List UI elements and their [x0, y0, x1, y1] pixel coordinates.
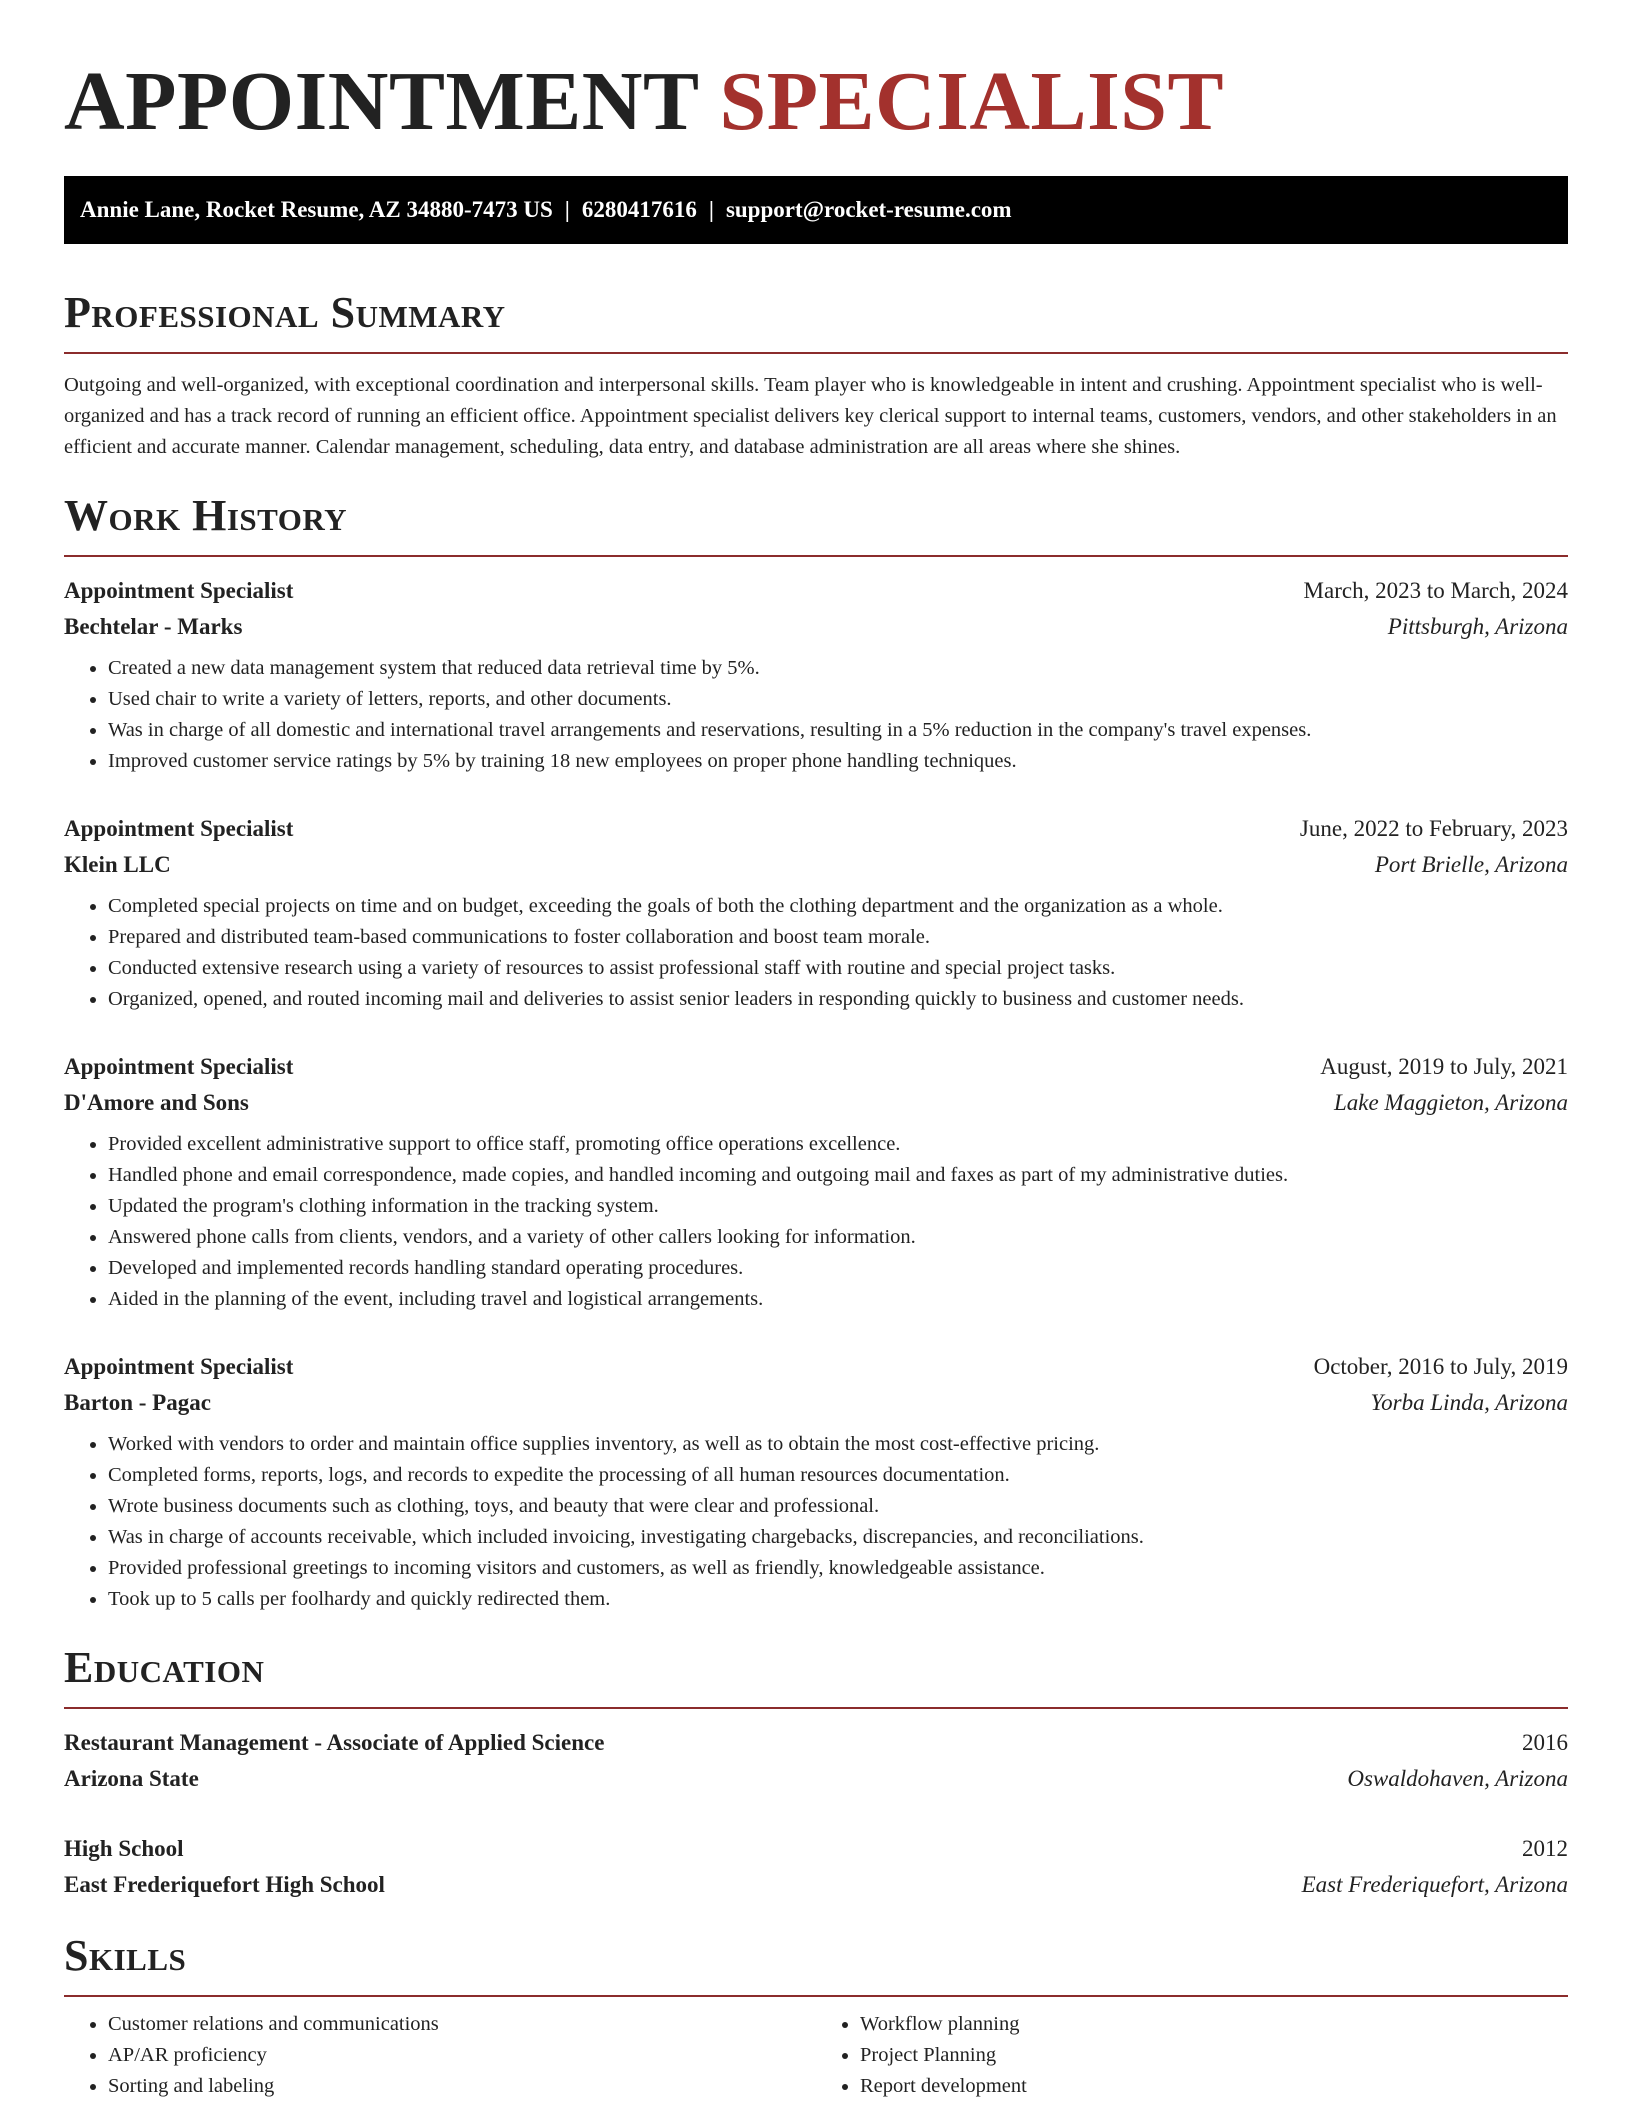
job-title: Appointment Specialist — [64, 578, 294, 603]
contact-bar — [64, 176, 1568, 244]
job-bullet: • Aided in the planning of the event, including travel and logistical arrangements. — [108, 1284, 1568, 1315]
title-part-1: APPOINTMENT — [64, 55, 698, 148]
job-location: Lake Maggieton, Arizona — [1333, 1090, 1568, 1115]
job-bullet: • Developed and implemented records handling standard operating procedures. — [108, 1253, 1568, 1284]
resume-title — [64, 0, 1568, 152]
contact-separator: | — [708, 197, 714, 222]
job-bullets — [64, 1429, 1568, 1615]
education-location: East Frederiquefort, Arizona — [1301, 1872, 1568, 1897]
work-history-heading: Work History — [64, 491, 1568, 557]
job-bullet: • Used chair to write a variety of letters, reports, and other documents. — [108, 684, 1568, 715]
job-bullet: • Provided excellent administrative support to office staff, promoting office operations excellence. — [108, 1129, 1568, 1160]
education-section — [64, 1643, 1568, 1903]
job-title: Appointment Specialist — [64, 1054, 294, 1079]
skill-item: • Workflow planning — [860, 2009, 1568, 2040]
job-entry — [64, 1049, 1568, 1315]
education-degree-row — [64, 1831, 1568, 1867]
job-dates: March, 2023 to March, 2024 — [1303, 578, 1568, 603]
education-school-row — [64, 1867, 1568, 1903]
job-title-row — [64, 811, 1568, 847]
job-bullet: • Created a new data management system that reduced data retrieval time by 5%. — [108, 653, 1568, 684]
job-bullet: • Was in charge of accounts receivable, which included invoicing, investigating chargebacks, discrepancies, and reconciliations. — [108, 1522, 1568, 1553]
education-year: 2012 — [1522, 1836, 1568, 1861]
job-entry — [64, 1349, 1568, 1615]
job-bullet: • Completed forms, reports, logs, and records to expedite the processing of all human resources documentation. — [108, 1460, 1568, 1491]
work-history-section — [64, 491, 1568, 1615]
job-bullet: • Handled phone and email correspondence, made copies, and handled incoming and outgoing mail and faxes as part of my administrative duties. — [108, 1160, 1568, 1191]
summary-heading: Professional Summary — [64, 288, 1568, 354]
contact-email[interactable]: support@rocket-resume.com — [725, 197, 1012, 222]
job-company: Klein LLC — [64, 852, 171, 877]
job-bullet: • Completed special projects on time and on budget, exceeding the goals of both the clothing department and the organization as a whole. — [108, 891, 1568, 922]
job-title: Appointment Specialist — [64, 816, 294, 841]
education-entry — [64, 1831, 1568, 1903]
job-company-row — [64, 1385, 1568, 1421]
job-title-row — [64, 1049, 1568, 1085]
education-school-row — [64, 1761, 1568, 1797]
job-location: Port Brielle, Arizona — [1374, 852, 1568, 877]
contact-separator: | — [564, 197, 570, 222]
skills-list-left — [64, 2009, 816, 2102]
skills-section — [64, 1931, 1568, 2102]
education-entry — [64, 1725, 1568, 1797]
skills-list-right — [816, 2009, 1568, 2102]
job-dates: June, 2022 to February, 2023 — [1299, 816, 1568, 841]
contact-phone: 6280417616 — [581, 197, 697, 222]
education-degree-row — [64, 1725, 1568, 1761]
summary-section — [64, 288, 1568, 463]
education-degree: Restaurant Management - Associate of Applied Science — [64, 1730, 605, 1755]
job-bullets — [64, 1129, 1568, 1315]
education-degree: High School — [64, 1836, 184, 1861]
job-dates: October, 2016 to July, 2019 — [1313, 1354, 1568, 1379]
education-location: Oswaldohaven, Arizona — [1347, 1766, 1568, 1791]
job-bullets — [64, 891, 1568, 1015]
skill-item: • Project Planning — [860, 2040, 1568, 2071]
job-bullet: • Prepared and distributed team-based communications to foster collaboration and boost team morale. — [108, 922, 1568, 953]
job-title-row — [64, 1349, 1568, 1385]
job-bullet: • Provided professional greetings to incoming visitors and customers, as well as friendly, knowledgeable assistance. — [108, 1553, 1568, 1584]
job-bullet: • Organized, opened, and routed incoming mail and deliveries to assist senior leaders in responding quickly to business and customer needs. — [108, 984, 1568, 1015]
job-entry — [64, 811, 1568, 1015]
skills-heading: Skills — [64, 1931, 1568, 1997]
job-entry — [64, 573, 1568, 777]
job-company-row — [64, 609, 1568, 645]
job-title-row — [64, 573, 1568, 609]
summary-text: Outgoing and well-organized, with exceptional coordination and interpersonal skills. Team player who is knowledgeable in intent and crushing. Appointment specialist who is well-organized and has a track record of running an efficient office. Appointment specialist delivers key clerical support to internal teams, customers, vendors, and other stakeholders in an efficient and accurate manner. Calendar management, scheduling, data entry, and database administration are all areas where she shines. — [64, 374, 1557, 458]
job-bullet: • Took up to 5 calls per foolhardy and quickly redirected them. — [108, 1584, 1568, 1615]
skill-item: • AP/AR proficiency — [108, 2040, 816, 2071]
job-location: Pittsburgh, Arizona — [1387, 614, 1568, 639]
job-location: Yorba Linda, Arizona — [1370, 1390, 1568, 1415]
job-bullet: • Improved customer service ratings by 5% by training 18 new employees on proper phone handling techniques. — [108, 746, 1568, 777]
skills-columns — [64, 2009, 1568, 2102]
job-company: Barton - Pagac — [64, 1390, 211, 1415]
skill-item: • Customer relations and communications — [108, 2009, 816, 2040]
job-bullet: • Conducted extensive research using a variety of resources to assist professional staff with routine and special project tasks. — [108, 953, 1568, 984]
contact-address: Annie Lane, Rocket Resume, AZ 34880-7473 US — [80, 197, 553, 222]
title-part-2: SPECIALIST — [719, 55, 1225, 148]
job-company: Bechtelar - Marks — [64, 614, 243, 639]
job-dates: August, 2019 to July, 2021 — [1320, 1054, 1568, 1079]
job-bullet: • Answered phone calls from clients, vendors, and a variety of other callers looking for information. — [108, 1222, 1568, 1253]
job-title: Appointment Specialist — [64, 1354, 294, 1379]
education-heading: Education — [64, 1643, 1568, 1709]
education-school: Arizona State — [64, 1766, 199, 1791]
job-company: D'Amore and Sons — [64, 1090, 249, 1115]
skill-item: • Sorting and labeling — [108, 2071, 816, 2102]
education-year: 2016 — [1522, 1730, 1568, 1755]
job-company-row — [64, 847, 1568, 883]
job-company-row — [64, 1085, 1568, 1121]
job-bullet: • Wrote business documents such as clothing, toys, and beauty that were clear and professional. — [108, 1491, 1568, 1522]
job-bullet: • Worked with vendors to order and maintain office supplies inventory, as well as to obtain the most cost-effective pricing. — [108, 1429, 1568, 1460]
education-school: East Frederiquefort High School — [64, 1872, 385, 1897]
job-bullet: • Updated the program's clothing information in the tracking system. — [108, 1191, 1568, 1222]
job-bullets — [64, 653, 1568, 777]
job-bullet: • Was in charge of all domestic and international travel arrangements and reservations, resulting in a 5% reduction in the company's travel expenses. — [108, 715, 1568, 746]
skill-item: • Report development — [860, 2071, 1568, 2102]
